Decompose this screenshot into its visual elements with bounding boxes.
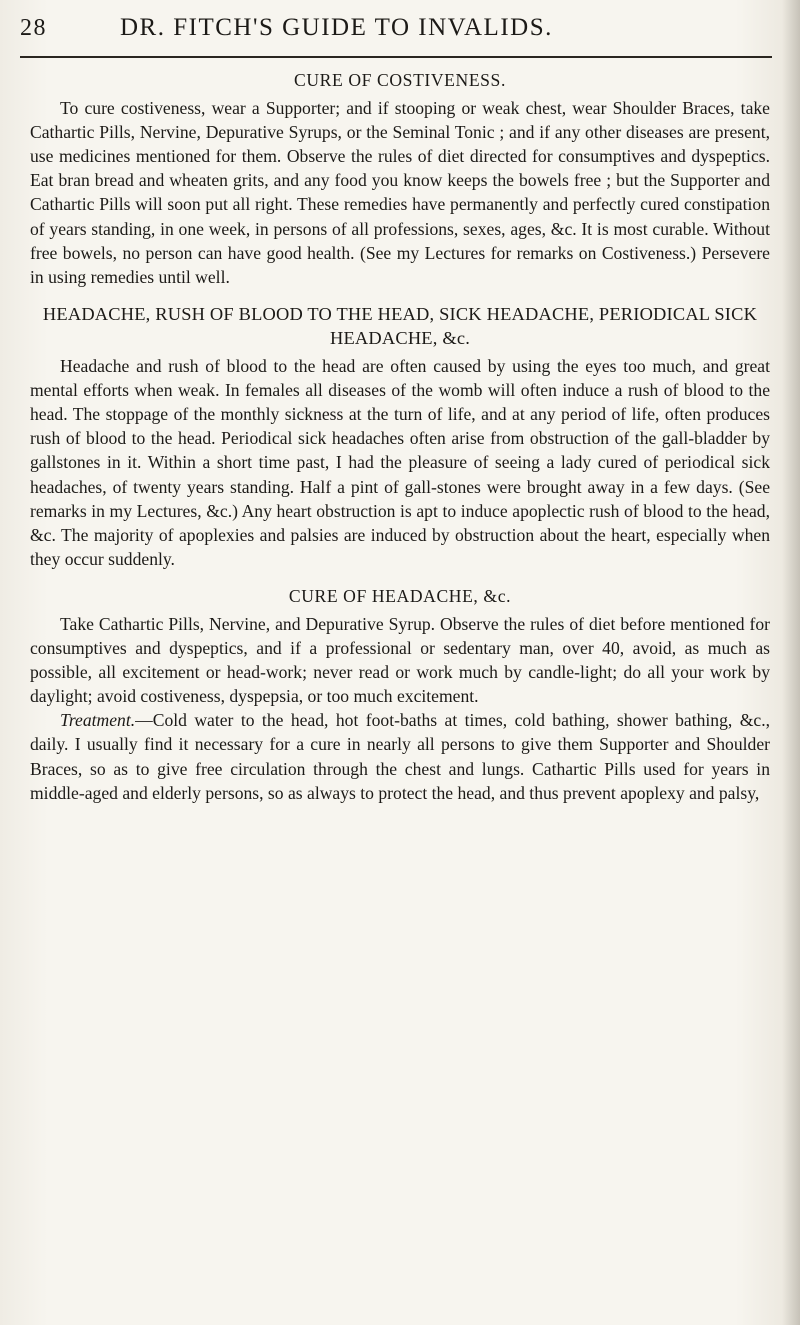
page-body xyxy=(30,68,770,805)
running-title: DR. FITCH'S GUIDE TO INVALIDS. xyxy=(120,14,553,41)
treatment-text: —Cold water to the head, hot foot-baths at times, cold bathing, shower bathing, &c., daily. I usually find it necessary for a cure in nearly all persons to give them Supporter and Shoulder Braces, so as to give free circulation through the chest and lungs. Cathartic Pills used for years in middle-aged and elderly persons, so as always to protect the head, and thus prevent apoplexy and palsy, xyxy=(30,710,770,803)
header-rule xyxy=(20,56,772,58)
heading-headache: HEADACHE, RUSH OF BLOOD TO THE HEAD, SICK HEADACHE, PERIODICAL SICK HEADACHE, &c. xyxy=(42,303,758,348)
running-head xyxy=(20,14,772,54)
page-edge-shadow xyxy=(782,0,800,1325)
paragraph-headache: Headache and rush of blood to the head are often caused by using the eyes too much, and great mental efforts when weak. In females all diseases of the womb will often induce a rush of blood to the head. The stoppage of the monthly sickness at the turn of life, and at any period of life, often produces rush of blood to the head. Periodical sick headaches often arise from obstruction of the gall-bladder by gallstones in it. Within a short time past, I had the pleasure of seeing a lady cured of periodical sick headaches, of twenty years standing. Half a pint of gall-stones were brought away in a few days. (See remarks in my Lectures, &c.) Any heart obstruction is apt to induce apoplectic rush of blood to the head, &c. The majority of apoplexies and palsies are induced by obstruction about the heart, especially when they occur suddenly. xyxy=(30,356,770,569)
paragraph-treatment xyxy=(30,708,770,804)
paragraph-cure-of-headache: Take Cathartic Pills, Nervine, and Depurative Syrup. Observe the rules of diet before mentioned for consumptives and dyspeptics, and if a professional or sedentary man, over 40, avoid, as much as possible, all excitement or head-work; never read or work much by candle-light; do all your work by daylight; avoid costiveness, dyspepsia, or too much excitement. xyxy=(30,613,770,707)
heading-cure-of-costiveness: CURE OF COSTIVENESS. xyxy=(294,70,506,90)
paragraph-costiveness: To cure costiveness, wear a Supporter; and if stooping or weak chest, wear Shoulder Braces, take Cathartic Pills, Nervine, Depurative Syrups, or the Seminal Tonic ; and if any other diseases are present, use medicines mentioned for them. Observe the rules of diet directed for consumptives and dyspeptics. Eat bran bread and wheaten grits, and any food you know keeps the bowels free ; but the Supporter and Cathartic Pills will soon put all right. These remedies have permanently and perfectly cured constipation of years standing, in one week, in persons of all professions, sexes, ages, &c. It is most curable. Without free bowels, no person can have good health. (See my Lectures for remarks on Costiveness.) Persevere in using remedies until well. xyxy=(30,98,770,287)
page-number: 28 xyxy=(20,15,47,41)
treatment-label: Treatment. xyxy=(60,710,136,731)
heading-cure-of-headache: CURE OF HEADACHE, &c. xyxy=(288,585,512,606)
